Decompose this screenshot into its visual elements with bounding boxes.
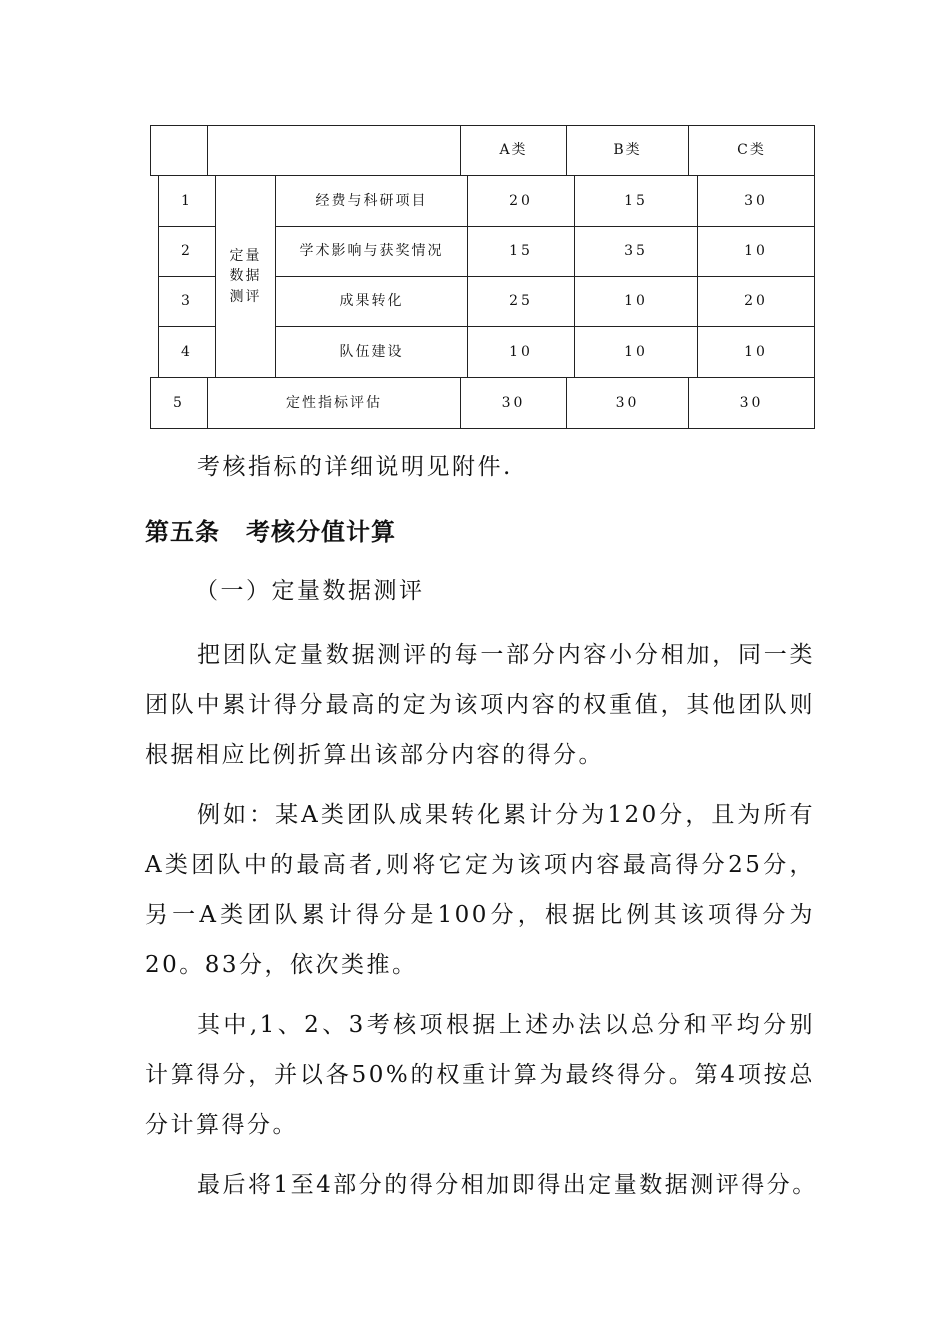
row-2-b: 35 xyxy=(574,226,698,277)
group-label-line-2: 数据 xyxy=(229,268,262,285)
header-cell-a: A类 xyxy=(460,125,567,176)
row-5-c: 30 xyxy=(688,377,815,429)
row-4-c: 10 xyxy=(697,326,815,378)
row-4-a: 10 xyxy=(467,326,575,378)
group-label-line-1: 定量 xyxy=(229,248,262,265)
paragraph-4: 最后将1至4部分的得分相加即得出定量数据测评得分。 xyxy=(197,1172,818,1198)
header-cell-no xyxy=(150,125,208,176)
row-5-no: 5 xyxy=(150,377,208,429)
section-heading xyxy=(145,512,396,547)
row-1-a: 20 xyxy=(467,175,575,227)
paragraph-3: 其中,1、2、3考核项根据上述办法以总分和平均分别计算得分，并以各50%的权重计算为最终得分。第4项按总分计算得分。 xyxy=(145,1012,815,1138)
row-3-no: 3 xyxy=(158,276,216,327)
row-2-c: 10 xyxy=(697,226,815,277)
paragraph-2: 例如：某A类团队成果转化累计分为120分，且为所有A类团队中的最高者,则将它定为该项内容最高得分25分，另一A类团队累计得分是100分，根据比例其该项得分为20。83分，依次类推。 xyxy=(145,802,815,978)
header-cell-c: C类 xyxy=(688,125,815,176)
header-cell-item xyxy=(207,125,461,176)
subsection-heading: （一）定量数据测评 xyxy=(195,578,425,604)
section-number: 第五条 xyxy=(145,518,220,546)
table-note: 考核指标的详细说明见附件. xyxy=(197,454,513,480)
row-2-a: 15 xyxy=(467,226,575,277)
row-1-c: 30 xyxy=(697,175,815,227)
paragraph-1: 把团队定量数据测评的每一部分内容小分相加，同一类团队中累计得分最高的定为该项内容的权重值，其他团队则根据相应比例折算出该部分内容的得分。 xyxy=(145,642,815,768)
group-label-line-3: 测评 xyxy=(229,288,262,305)
section-title: 考核分值计算 xyxy=(246,518,396,546)
row-5-item: 定性指标评估 xyxy=(207,377,461,429)
row-3-item: 成果转化 xyxy=(275,276,468,327)
row-2-item: 学术影响与获奖情况 xyxy=(275,226,468,277)
row-3-a: 25 xyxy=(467,276,575,327)
group-label-cell xyxy=(215,175,276,378)
row-1-no: 1 xyxy=(158,175,216,227)
row-4-no: 4 xyxy=(158,326,216,378)
row-1-b: 15 xyxy=(574,175,698,227)
row-2-no: 2 xyxy=(158,226,216,277)
row-4-b: 10 xyxy=(574,326,698,378)
row-5-a: 30 xyxy=(460,377,567,429)
row-3-b: 10 xyxy=(574,276,698,327)
header-cell-b: B类 xyxy=(566,125,689,176)
row-5-b: 30 xyxy=(566,377,689,429)
row-1-item: 经费与科研项目 xyxy=(275,175,468,227)
row-3-c: 20 xyxy=(697,276,815,327)
row-4-item: 队伍建设 xyxy=(275,326,468,378)
